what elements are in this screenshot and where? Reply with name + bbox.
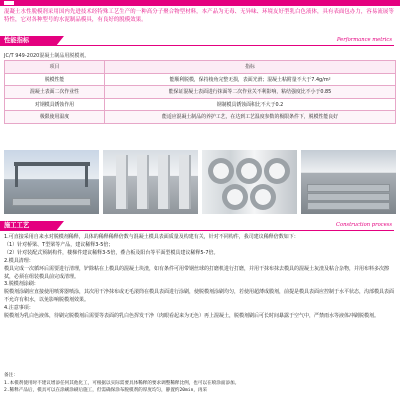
- slab-stack: [307, 193, 391, 201]
- photo-wall-panels: [103, 150, 198, 214]
- table-header-row: [5, 61, 396, 74]
- slab-stack: [307, 202, 391, 210]
- photo-gantry-yard: [4, 150, 99, 214]
- performance-title: 性能指标: [0, 36, 56, 46]
- pipe-end: [236, 158, 262, 184]
- table-row: [5, 111, 396, 124]
- step-paragraph: 脱模剂涂刷应直接使用喷雾器喷涂，其次用干净抹布或无毛滚筒在模具表面进行涂刷，使脱模剂涂刷均匀，若使用超薄成膜剂，前提是模具表面应控制于水平状态，沟部模具表面不允许有积水，以免影响脱模剂效果。: [4, 289, 395, 304]
- construction-title-en: Construction process: [336, 222, 392, 228]
- construction-title: 施工工艺: [0, 221, 56, 231]
- row-spec: 能保证混凝土表面进行抹面等二次作业关不利影响，粘结强度比不小于0.85: [105, 86, 396, 99]
- standard-reference: JC/T 949-2020混凝土制品用脱模剂。: [4, 53, 90, 59]
- remark-item: 1.本模剂使用时不建议增添任何其他化工，可根据以实际需要具体稀释的要求调整稀释比例，也可以在喷涂面添加。: [4, 380, 240, 386]
- step-paragraph: （1）针对桥梁、T型梁等产品，建议稀释3-5倍；: [4, 241, 114, 248]
- row-item: 对钢模具锈蚀作用: [5, 98, 105, 111]
- table-row: [5, 98, 396, 111]
- step-paragraph: 模具完成一次循环后需要进行清理，铲除粘在上模具的混凝土块渣，如有条件可用带钢丝球的打磨机进行打磨，并用干抹布抹去模具的混凝土灰渣及粘合杂物，并用布料多次擦拭，必须在组装模具前完成清理。: [4, 265, 390, 280]
- photo-precast-slabs: [301, 150, 396, 214]
- product-photo-strip: [4, 150, 396, 214]
- remarks-title: 备注：: [4, 373, 18, 378]
- column-header-spec: 指标: [105, 61, 396, 74]
- gantry-beam: [14, 162, 90, 166]
- step-heading: 3.脱模剂涂刷：: [4, 281, 39, 288]
- remark-item: 2.稀释产品后，模具可以在涂刷涂刷后施工，但需确保涂布脱模剂的厚度均匀，静置约20min，再采: [4, 388, 208, 394]
- performance-section-header: [0, 36, 400, 46]
- performance-table: [4, 60, 396, 124]
- section-rule: [56, 230, 394, 231]
- gantry-leg: [85, 162, 88, 188]
- row-spec: 能适应混凝土制品的养护工艺，在达到工艺温度参数的极限条件下，脱模性能良好: [105, 111, 396, 124]
- construction-steps: [4, 234, 396, 321]
- table-row: [5, 73, 396, 86]
- product-intro: 混凝土水性脱模剂采用国内先进技术经特殊工艺生产的一种高分子聚合物型材料，本产品为无毒、无异味、环境友好型乳白色液体，具有表面包办力，容易流展等特性，它对各种型号的水泥制品模具，有良好的脱模效果。: [4, 9, 394, 23]
- gantry-leg: [15, 162, 18, 188]
- wall-panel: [158, 155, 170, 209]
- step-heading: 4.注意事项：: [4, 305, 34, 312]
- row-item: 极限使用温度: [5, 111, 105, 124]
- step-paragraph: （2）针对装配式预制构件，楼梯件建议稀释3-5倍，叠合板及阳台等平面型模具建议稀释5-7倍。: [4, 249, 219, 256]
- step-paragraph: 1.可直接采用自来水对脱模剂稀释，具体的稀释稀释倍数与混凝土模具表面质量及构建有关，针对不同构件，我司建议稀释倍数如下：: [4, 234, 299, 240]
- step-paragraph: 脱模剂为乳白色液体，待刷完脱模剂后需要等表面的乳白色挥发干净（肉眼看起来为无色）再上混凝土，脱模剂刷后可长时间暴露于空气中，严禁雨水等液体冲刷脱模剂。: [4, 313, 380, 320]
- row-spec: 能顺利脱模，保持棱角完整无损，表面光滑；混凝土粘附量不大于7.4g/m²: [105, 73, 396, 86]
- slab-stack: [12, 198, 92, 206]
- brand-mark: [4, 1, 14, 5]
- top-accent-bar: [0, 0, 400, 6]
- table-row: [5, 86, 396, 99]
- row-item: 混凝土表面二次作业性: [5, 86, 105, 99]
- row-item: 脱模性能: [5, 73, 105, 86]
- wall-panel: [116, 155, 128, 209]
- photo-concrete-pipes: [202, 150, 297, 214]
- pipe-end: [264, 158, 290, 184]
- row-spec: 钢制模具锈蚀面积比不大于0.2: [105, 98, 396, 111]
- performance-title-en: Performance metrics: [336, 37, 392, 43]
- wall-panel: [137, 155, 149, 209]
- step-heading: 2.模具清理：: [4, 257, 34, 264]
- construction-section-header: [0, 221, 400, 231]
- wall-panel: [179, 155, 191, 209]
- pipe-end: [208, 158, 234, 184]
- pipe-end: [250, 184, 276, 210]
- section-rule: [56, 45, 394, 46]
- slab-stack: [307, 184, 391, 192]
- column-header-item: 项目: [5, 61, 105, 74]
- pipe-end: [222, 184, 248, 210]
- remarks-block: [4, 372, 396, 395]
